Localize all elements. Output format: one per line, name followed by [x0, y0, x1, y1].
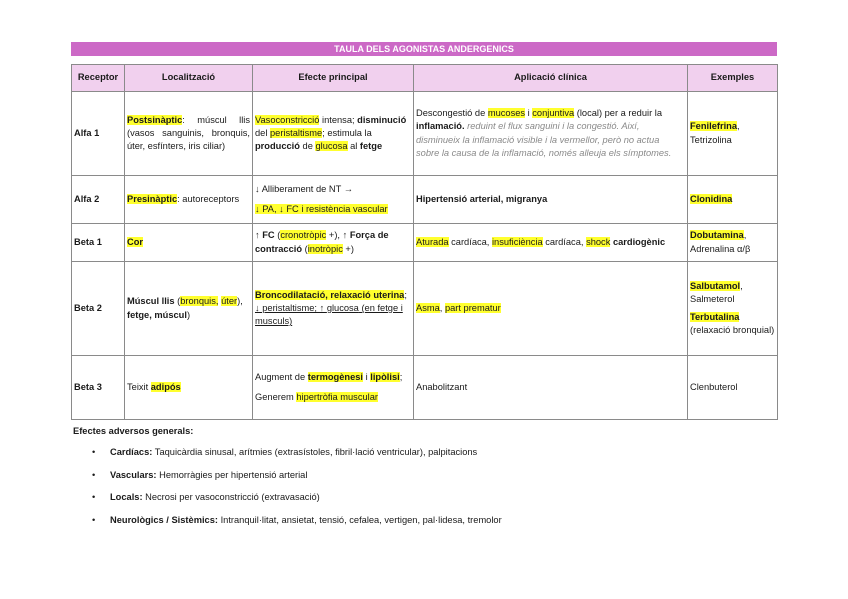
list-item: • Vasculars: Hemorràgies per hipertensió arterial — [90, 464, 770, 487]
table-row-beta2 — [72, 262, 778, 356]
aplicacio-cell: Descongestió de mucoses i conjuntiva (local) per a reduir la inflamació. reduint el flux sanguini i la congestió. Així, disminueix la inflamació visible i la vermellor, però no actua sobre la causa de la inflamació, només alleuja els símptomes. — [414, 92, 688, 176]
localitzacio-cell: Múscul llis (bronquis, úter), fetge, múscul) — [125, 262, 253, 356]
header-aplicacio: Aplicació clínica — [414, 65, 688, 92]
adverse-effects-list — [90, 441, 770, 531]
aplicacio-cell: Asma, part prematur — [414, 262, 688, 356]
header-exemples: Exemples — [688, 65, 778, 92]
efecte-cell: Vasoconstricció intensa; disminució del peristaltisme; estimula la producció de glucosa al fetge — [253, 92, 414, 176]
bullet-icon: • — [92, 492, 96, 502]
receptor-cell: Alfa 2 — [72, 176, 125, 224]
aplicacio-cell: Hipertensió arterial, migranya — [414, 176, 688, 224]
table-row-alfa2 — [72, 176, 778, 224]
exemples-cell: Dobutamina, Adrenalina α/β — [688, 224, 778, 262]
receptor-cell: Beta 1 — [72, 224, 125, 262]
efecte-cell: Augment de termogènesi i lipòlisi; Generem hipertròfia muscular — [253, 356, 414, 420]
agonists-table — [71, 64, 778, 420]
list-item: • Locals: Necrosi per vasoconstricció (extravasació) — [90, 486, 770, 509]
efecte-cell: ↑ FC (cronotròpic +), ↑ Força de contracció (inotròpic +) — [253, 224, 414, 262]
efecte-cell: ↓ Alliberament de NT → ↓ PA, ↓ FC i resistència vascular — [253, 176, 414, 224]
table-row-beta1 — [72, 224, 778, 262]
header-efecte: Efecte principal — [253, 65, 414, 92]
receptor-cell: Beta 3 — [72, 356, 125, 420]
exemples-cell: Salbutamol, Salmeterol Terbutalina (relaxació bronquial) — [688, 262, 778, 356]
table-row-beta3 — [72, 356, 778, 420]
exemples-cell: Fenilefrina, Tetrizolina — [688, 92, 778, 176]
list-item: • Cardíacs: Taquicàrdia sinusal, arítmies (extrasístoles, fibril·lació ventricular), palpitacions — [90, 441, 770, 464]
aplicacio-cell: Aturada cardíaca, insuficiència cardíaca, shock cardiogènic — [414, 224, 688, 262]
table-title: TAULA DELS AGONISTAS ANDERGENICS — [71, 42, 777, 56]
receptor-cell: Beta 2 — [72, 262, 125, 356]
exemples-cell: Clonidina — [688, 176, 778, 224]
receptor-cell: Alfa 1 — [72, 92, 125, 176]
header-row — [72, 65, 778, 92]
bullet-icon: • — [92, 514, 96, 525]
bullet-icon: • — [92, 447, 96, 457]
adverse-effects-title: Efectes adversos generals: — [73, 426, 194, 436]
localitzacio-cell: Teixit adipós — [125, 356, 253, 420]
bullet-icon: • — [92, 469, 96, 480]
header-receptor: Receptor — [72, 65, 125, 92]
localitzacio-cell: Presinàptic: autoreceptors — [125, 176, 253, 224]
table-row-alfa1 — [72, 92, 778, 176]
localitzacio-cell: Postsinàptic: múscul llis (vasos sanguinis, bronquis, úter, esfínters, iris ciliar) — [125, 92, 253, 176]
localitzacio-cell: Cor — [125, 224, 253, 262]
efecte-cell: Broncodilatació, relaxació uterina; ↓ peristaltisme; ↑ glucosa (en fetge i musculs) — [253, 262, 414, 356]
list-item: • Neurològics / Sistèmics: Intranquil·litat, ansietat, tensió, cefalea, vertigen, pal·lidesa, tremolor — [90, 509, 770, 532]
exemples-cell: Clenbuterol — [688, 356, 778, 420]
aplicacio-cell: Anabolitzant — [414, 356, 688, 420]
header-localitzacio: Localització — [125, 65, 253, 92]
